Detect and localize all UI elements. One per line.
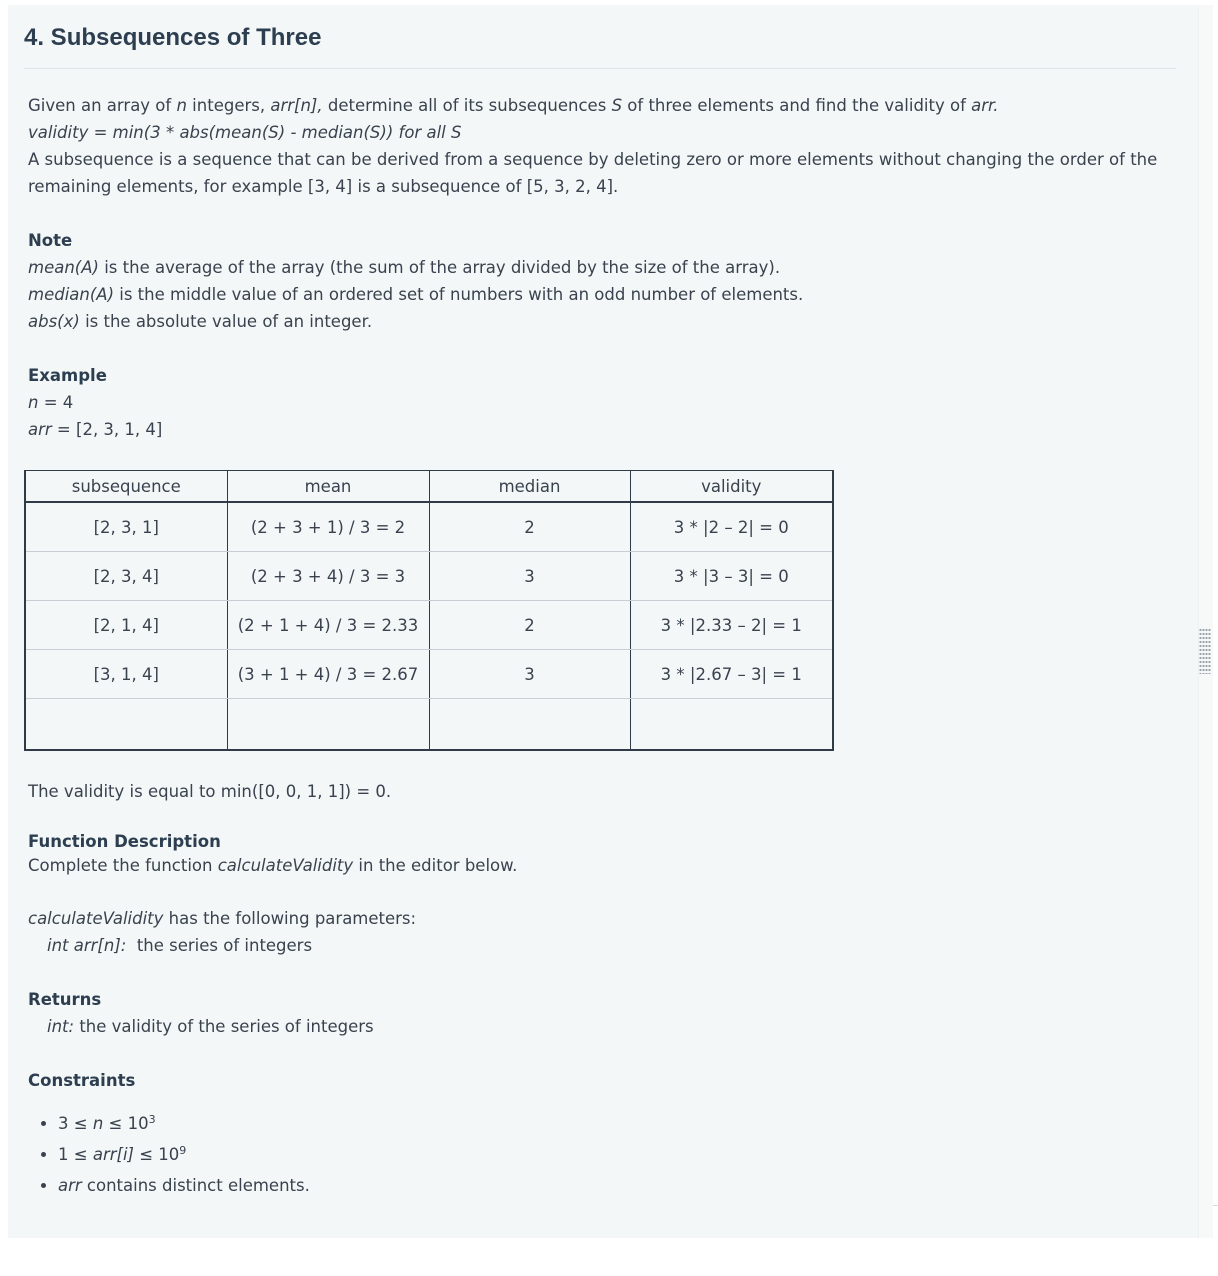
cell-validity: 3 * |2.33 – 2| = 1: [630, 601, 833, 650]
cell-median: 2: [429, 601, 630, 650]
problem-statement: [28, 92, 1168, 443]
cell-mean: (3 + 1 + 4) / 3 = 2.67: [227, 650, 429, 699]
cell-mean: (2 + 3 + 1) / 3 = 2: [227, 502, 429, 552]
returns-text: int: the validity of the series of integers: [47, 1017, 374, 1036]
intro-paragraph: Given an array of n integers, arr[n], determine all of its subsequences S of three elements and find the validity of arr.: [28, 96, 999, 115]
list-item: • arr contains distinct elements.: [58, 1170, 1168, 1201]
cell-median: 2: [429, 502, 630, 552]
cell-validity: 3 * |2 – 2| = 0: [630, 502, 833, 552]
example-arr: arr = [2, 3, 1, 4]: [28, 420, 163, 439]
cell-mean: (2 + 3 + 4) / 3 = 3: [227, 552, 429, 601]
function-description-heading: Function Description: [28, 832, 221, 851]
returns-heading: Returns: [28, 990, 102, 1009]
cell-subsequence: [3, 1, 4]: [25, 650, 227, 699]
problem-title: 4. Subsequences of Three: [24, 24, 322, 51]
table-row: [25, 601, 833, 650]
header-subsequence: subsequence: [25, 471, 227, 503]
cell-validity: 3 * |2.67 – 3| = 1: [630, 650, 833, 699]
drag-handle-icon[interactable]: [1199, 628, 1211, 674]
header-median: median: [429, 471, 630, 503]
subsequence-definition: A subsequence is a sequence that can be derived from a sequence by deleting zero or more elements without changing the order of the remaining elements, for example [3, 4] is a subsequence of [5, 3, 2, 4].: [28, 150, 1158, 196]
note-median: median(A) is the middle value of an ordered set of numbers with an odd number of elements.: [28, 285, 804, 304]
example-n: n = 4: [28, 393, 74, 412]
list-item: • $3 \le n \le 10^3$: [58, 1108, 1168, 1139]
validity-formula: validity = min(3 * abs(mean(S) - median(S)) for all S: [28, 123, 462, 142]
parameter-arr: int arr[n]: the series of integers: [47, 936, 313, 955]
cell-subsequence: [2, 3, 4]: [25, 552, 227, 601]
title-divider: [24, 68, 1176, 69]
cell-mean: (2 + 1 + 4) / 3 = 2.33: [227, 601, 429, 650]
parameters-intro: calculateValidity has the following parameters:: [28, 909, 417, 928]
table-row: [25, 699, 833, 751]
table-row: [25, 502, 833, 552]
function-description-text: Complete the function calculateValidity in the editor below.: [28, 856, 518, 875]
note-heading: Note: [28, 231, 73, 250]
constraints-list: [28, 1108, 1168, 1201]
divider: [1213, 1205, 1218, 1206]
constraints-heading: Constraints: [28, 1071, 136, 1090]
note-mean: mean(A) is the average of the array (the sum of the array divided by the size of the array).: [28, 258, 781, 277]
validity-result: The validity is equal to min([0, 0, 1, 1]) = 0.: [28, 782, 392, 801]
table-row: [25, 552, 833, 601]
list-item: • $1 \le arr[i] \le 10^9$: [58, 1139, 1168, 1170]
note-abs: abs(x) is the absolute value of an integer.: [28, 312, 373, 331]
table-row: [25, 650, 833, 699]
cell-median: 3: [429, 650, 630, 699]
cell-median: 3: [429, 552, 630, 601]
example-table: [24, 470, 834, 751]
problem-details: [28, 778, 1168, 1201]
cell-subsequence: [2, 1, 4]: [25, 601, 227, 650]
cell-subsequence: [2, 3, 1]: [25, 502, 227, 552]
header-mean: mean: [227, 471, 429, 503]
header-validity: validity: [630, 471, 833, 503]
example-heading: Example: [28, 366, 107, 385]
cell-validity: 3 * |3 – 3| = 0: [630, 552, 833, 601]
table-header-row: [25, 471, 833, 503]
splitter-track[interactable]: [1198, 5, 1213, 1238]
